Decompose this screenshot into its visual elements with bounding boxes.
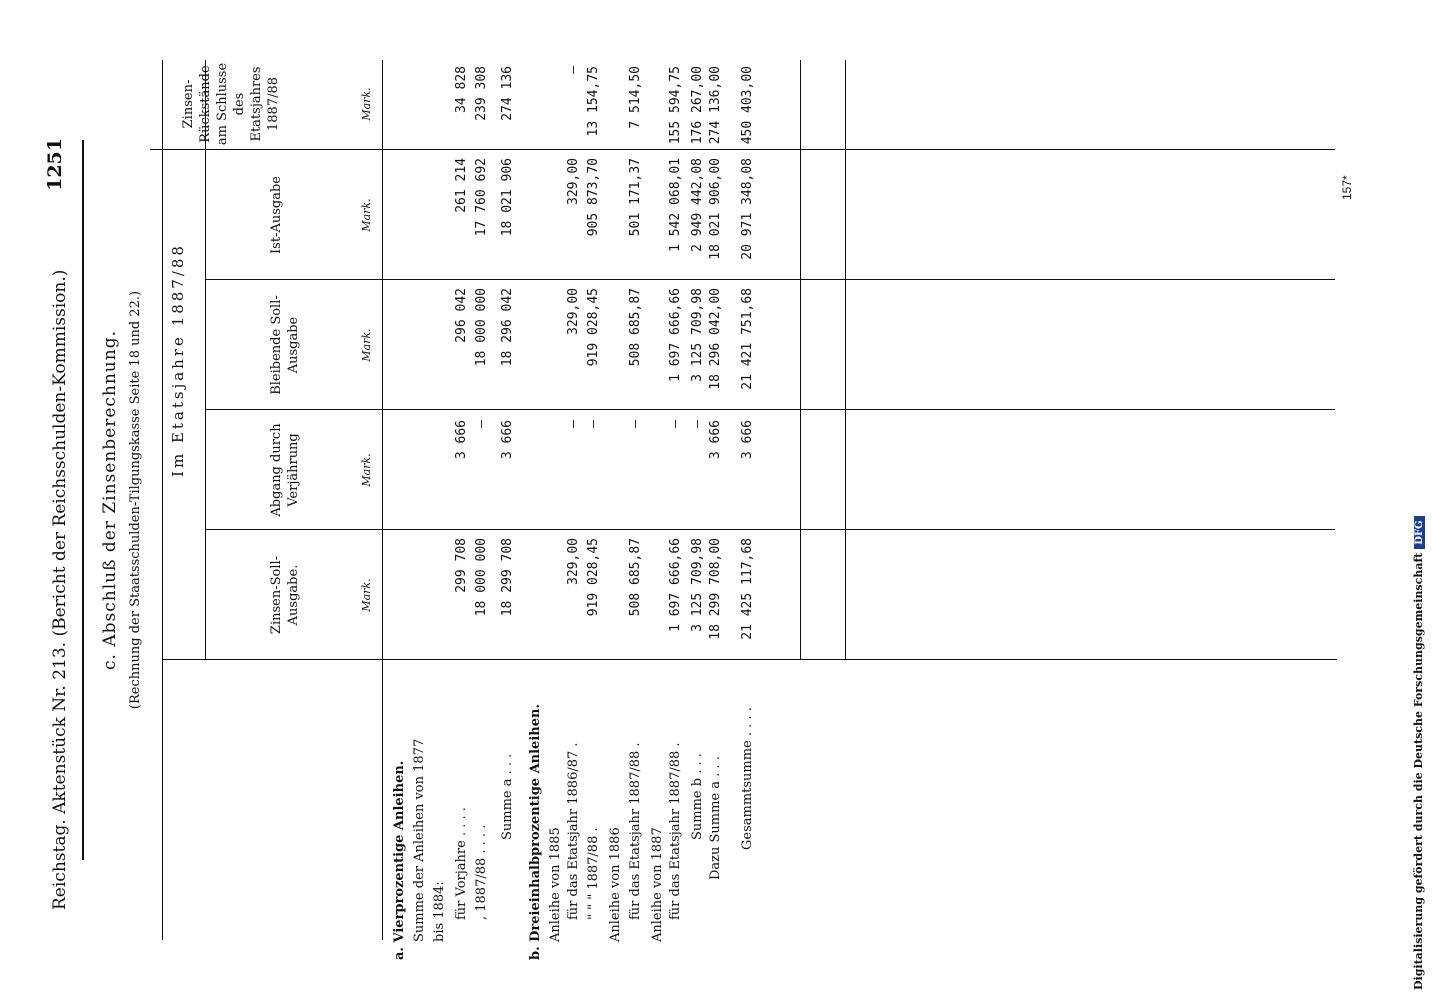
table-cell: 18 021 906 xyxy=(500,158,515,237)
table-row-label: a. Vierprozentige Anleihen. xyxy=(392,760,407,960)
table-cell: 508 685,87 xyxy=(628,538,643,617)
table-top-rule xyxy=(162,60,163,940)
table-cell: 3 666 xyxy=(500,420,515,460)
table-cell: 905 873,70 xyxy=(586,158,601,237)
table-cell: 18 000 000 xyxy=(474,538,489,617)
table-row-label: " " " 1887/88 . xyxy=(586,827,601,920)
table-cell: 1 542 068,01 xyxy=(668,158,683,252)
table-cell: 329,00 xyxy=(566,158,581,205)
header-rule xyxy=(82,140,84,860)
col-header-ist: Ist-Ausgabe xyxy=(269,176,284,254)
table-cell: 919 028,45 xyxy=(586,538,601,617)
table-cell: 18 296 042 xyxy=(500,288,515,367)
unit-label: Mark. xyxy=(360,578,373,612)
column-divider-2 xyxy=(205,409,1335,410)
table-cell: — xyxy=(668,420,683,428)
table-row-label: Gesammtsumme . . . . xyxy=(740,707,755,850)
table-row-label: Anleihe von 1885 xyxy=(548,827,563,942)
table-row-label: Dazu Summe a . . . xyxy=(708,756,723,880)
col-header-soll: Zinsen-Soll-Ausgabe. xyxy=(269,555,301,635)
unit-label: Mark. xyxy=(360,87,373,121)
table-cell: 450 403,00 xyxy=(740,66,755,145)
column-divider-3 xyxy=(205,279,1335,280)
section-title: c. Abschluß der Zinsenberechnung. xyxy=(100,330,120,670)
table-cell: 261 214 xyxy=(454,158,469,213)
running-header: Reichstag. Aktenstück Nr. 213. (Bericht der Reichsschulden-Kommission.) xyxy=(50,269,70,910)
summe-b-rule xyxy=(800,60,801,660)
table-cell: 3 125 709,98 xyxy=(690,288,705,382)
col-header-rueckstaende: Zinsen-Rückstände am Schlusse des Etatsjahres 1887/88 xyxy=(181,62,281,146)
table-cell: — xyxy=(586,420,601,428)
table-cell: 20 971 348,08 xyxy=(740,158,755,260)
table-cell: 21 421 751,68 xyxy=(740,288,755,390)
dfg-logo: DFG xyxy=(1414,516,1425,548)
group-header-rule xyxy=(205,60,206,660)
table-row-label: Summe der Anleihen von 1877 xyxy=(412,738,427,942)
digitization-note xyxy=(1412,516,1425,990)
table-cell: 274 136 xyxy=(500,66,515,121)
table-cell: 329,00 xyxy=(566,288,581,335)
table-row-label: , 1887/88 . . . . xyxy=(474,824,489,920)
table-cell: 176 267,00 xyxy=(690,66,705,145)
unit-label: Mark. xyxy=(360,198,373,232)
unit-label: Mark. xyxy=(360,328,373,362)
table-cell: 501 171,37 xyxy=(628,158,643,237)
table-cell: 13 154,75 xyxy=(586,66,601,137)
table-cell: 296 042 xyxy=(454,288,469,343)
table-cell: 329,00 xyxy=(566,538,581,585)
table-row-label: für das Etatsjahr 1887/88 . xyxy=(628,742,643,920)
table-cell: 18 000 000 xyxy=(474,288,489,367)
table-cell: 3 666 xyxy=(740,420,755,460)
table-cell: 3 125 709,98 xyxy=(690,538,705,632)
table-cell: 18 296 042,00 xyxy=(708,288,723,390)
table-cell: 3 666 xyxy=(708,420,723,460)
table-cell: 155 594,75 xyxy=(668,66,683,145)
table-cell: — xyxy=(566,420,581,428)
table-cell: 2 949 442,08 xyxy=(690,158,705,252)
table-cell: — xyxy=(474,420,489,428)
page-number: 1251 xyxy=(44,138,66,191)
table-cell: 274 136,00 xyxy=(708,66,723,145)
table-cell: 21 425 117,68 xyxy=(740,538,755,640)
table-cell: 17 760 692 xyxy=(474,158,489,237)
gesammtsumme-rule xyxy=(845,60,846,660)
signature-mark: 157* xyxy=(1340,175,1354,200)
table-row-label: für das Etatsjahr 1886/87 . xyxy=(566,742,581,920)
section-subtitle: (Rechnung der Staatsschulden-Tilgungskasse Seite 18 und 22.) xyxy=(128,290,143,710)
table-row-label: bis 1884: xyxy=(432,881,447,942)
table-cell: 34 828 xyxy=(454,66,469,113)
table-cell: 1 697 666,66 xyxy=(668,288,683,382)
table-row-label: Summe a . . . xyxy=(500,753,515,840)
table-cell: 18 299 708,00 xyxy=(708,538,723,640)
table-row-label: für Vorjahre . . . . xyxy=(454,807,469,920)
col-header-verjaehrung: Abgang durch Verjährung xyxy=(269,423,301,517)
table-cell: 299 708 xyxy=(454,538,469,593)
table-cell: 508 685,87 xyxy=(628,288,643,367)
table-row-label: Summe b . . . xyxy=(690,753,705,840)
table-cell: 7 514,50 xyxy=(628,66,643,129)
table-cell: 1 697 666,66 xyxy=(668,538,683,632)
table-cell: 18 021 906,00 xyxy=(708,158,723,260)
table-cell: — xyxy=(566,66,581,74)
unit-label: Mark. xyxy=(360,453,373,487)
digitization-text: Digitalisierung gefördert durch die Deutsche Forschungsgemeinschaft xyxy=(1412,552,1425,990)
table-cell: 18 299 708 xyxy=(500,538,515,617)
table-row-label: Anleihe von 1886 xyxy=(608,827,623,942)
table-row-label: für das Etatsjahr 1887/88 . xyxy=(668,742,683,920)
table-header-bottom-rule xyxy=(382,60,383,940)
table-cell: 3 666 xyxy=(454,420,469,460)
table-cell: — xyxy=(690,420,705,428)
table-cell: — xyxy=(628,420,643,428)
col-header-bleibende: Bleibende Soll-Ausgabe xyxy=(269,295,301,395)
table-row-label: b. Dreieinhalbprozentige Anleihen. xyxy=(528,704,543,960)
table-cell: 919 028,45 xyxy=(586,288,601,367)
table-cell: 239 308 xyxy=(474,66,489,121)
column-divider-1 xyxy=(205,529,1335,530)
group-header: Im Etatsjahre 1887/88 xyxy=(169,243,187,477)
table-row-label: Anleihe von 1887 xyxy=(650,827,665,942)
